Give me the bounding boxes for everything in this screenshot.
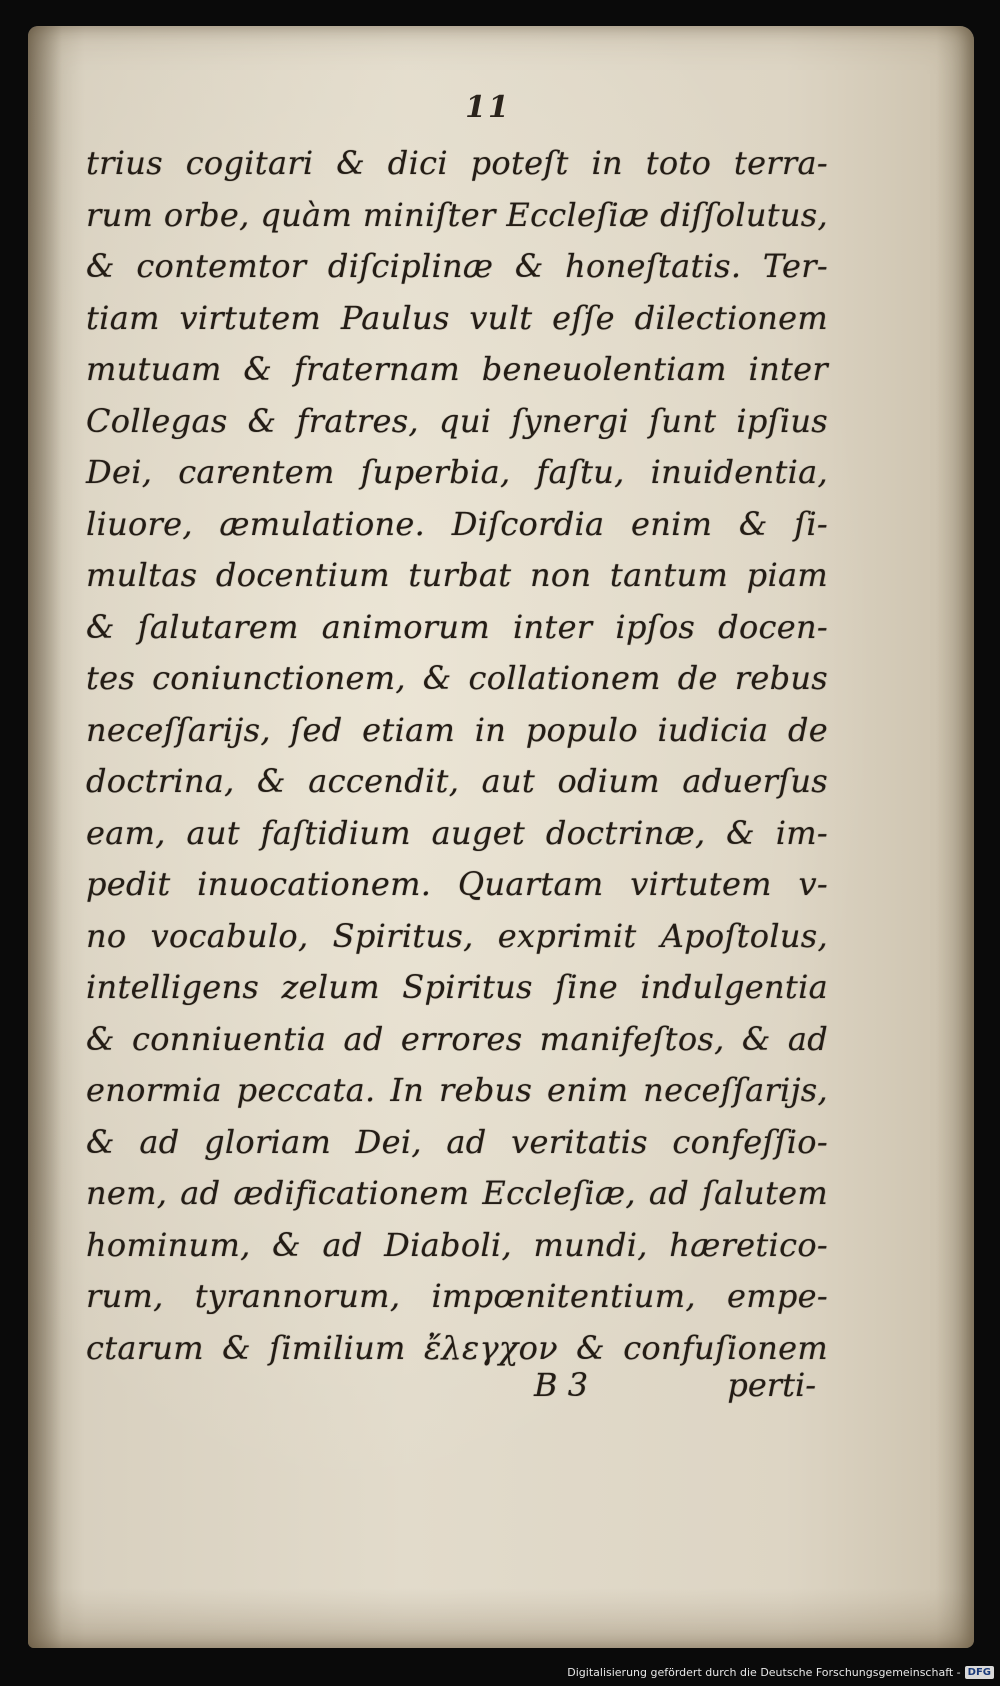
text-line: ctarum & ſimilium ἔλεγχον & confuſionem bbox=[86, 1328, 828, 1367]
text-line: neceſſarijs, ſed etiam in populo iudicia de bbox=[86, 710, 828, 749]
text-line: hominum, & ad Diaboli, mundi, hæretico- bbox=[86, 1225, 828, 1264]
text-line: no vocabulo, Spiritus, exprimit Apoſtolus, bbox=[86, 916, 828, 955]
page-number: 11 bbox=[465, 90, 511, 125]
book-page bbox=[28, 26, 974, 1648]
text-line: tiam virtutem Paulus vult eſſe dilectionem bbox=[86, 298, 828, 337]
catchword: perti- bbox=[727, 1366, 816, 1404]
text-line: rum orbe, quàm miniſter Eccleſiæ diſſolutus, bbox=[86, 195, 828, 234]
digitization-credit bbox=[567, 1662, 994, 1682]
text-line: & conniuentia ad errores manifeſtos, & ad bbox=[86, 1019, 828, 1058]
text-line: Collegas & fratres, qui ſynergi ſunt ipſius bbox=[86, 401, 828, 440]
text-line: mutuam & fraternam beneuolentiam inter bbox=[86, 350, 828, 388]
credit-text: Digitalisierung gefördert durch die Deutsche Forschungsgemeinschaft - bbox=[567, 1665, 961, 1679]
text-line: rum, tyrannorum, impœnitentium, empe- bbox=[86, 1277, 828, 1315]
page-edge-wear bbox=[28, 1588, 974, 1648]
signature-mark: B 3 bbox=[534, 1366, 589, 1404]
spine-shadow bbox=[28, 26, 62, 1648]
text-line: enormia peccata. In rebus enim neceſſarijs, bbox=[86, 1071, 828, 1109]
text-line: doctrina, & accendit, aut odium aduerſus bbox=[86, 762, 828, 800]
text-line: tes coniunctionem, & collationem de rebus bbox=[86, 659, 828, 697]
text-line: eam, aut faſtidium auget doctrinæ, & im- bbox=[86, 813, 828, 852]
body-text bbox=[86, 138, 828, 1374]
text-line: trius cogitari & dici poteſt in toto terra- bbox=[86, 144, 828, 182]
text-line: & ſalutarem animorum inter ipſos docen- bbox=[86, 607, 828, 646]
text-line: multas docentium turbat non tantum piam bbox=[86, 556, 828, 594]
page-foot bbox=[86, 1366, 828, 1418]
dfg-logo: DFG bbox=[965, 1666, 994, 1679]
text-line: intelligens zelum Spiritus ſine indulgentia bbox=[86, 968, 828, 1006]
text-line: nem, ad ædificationem Eccleſiæ, ad ſalutem bbox=[86, 1174, 828, 1212]
text-line: & contemtor diſciplinæ & honeſtatis. Ter- bbox=[86, 247, 828, 285]
text-line: Dei, carentem ſuperbia, faſtu, inuidentia, bbox=[86, 453, 828, 491]
text-line: liuore, æmulatione. Diſcordia enim & ſi- bbox=[86, 504, 828, 543]
text-line: pedit inuocationem. Quartam virtutem v- bbox=[86, 865, 828, 903]
text-line: & ad gloriam Dei, ad veritatis confeſſio- bbox=[86, 1122, 828, 1161]
